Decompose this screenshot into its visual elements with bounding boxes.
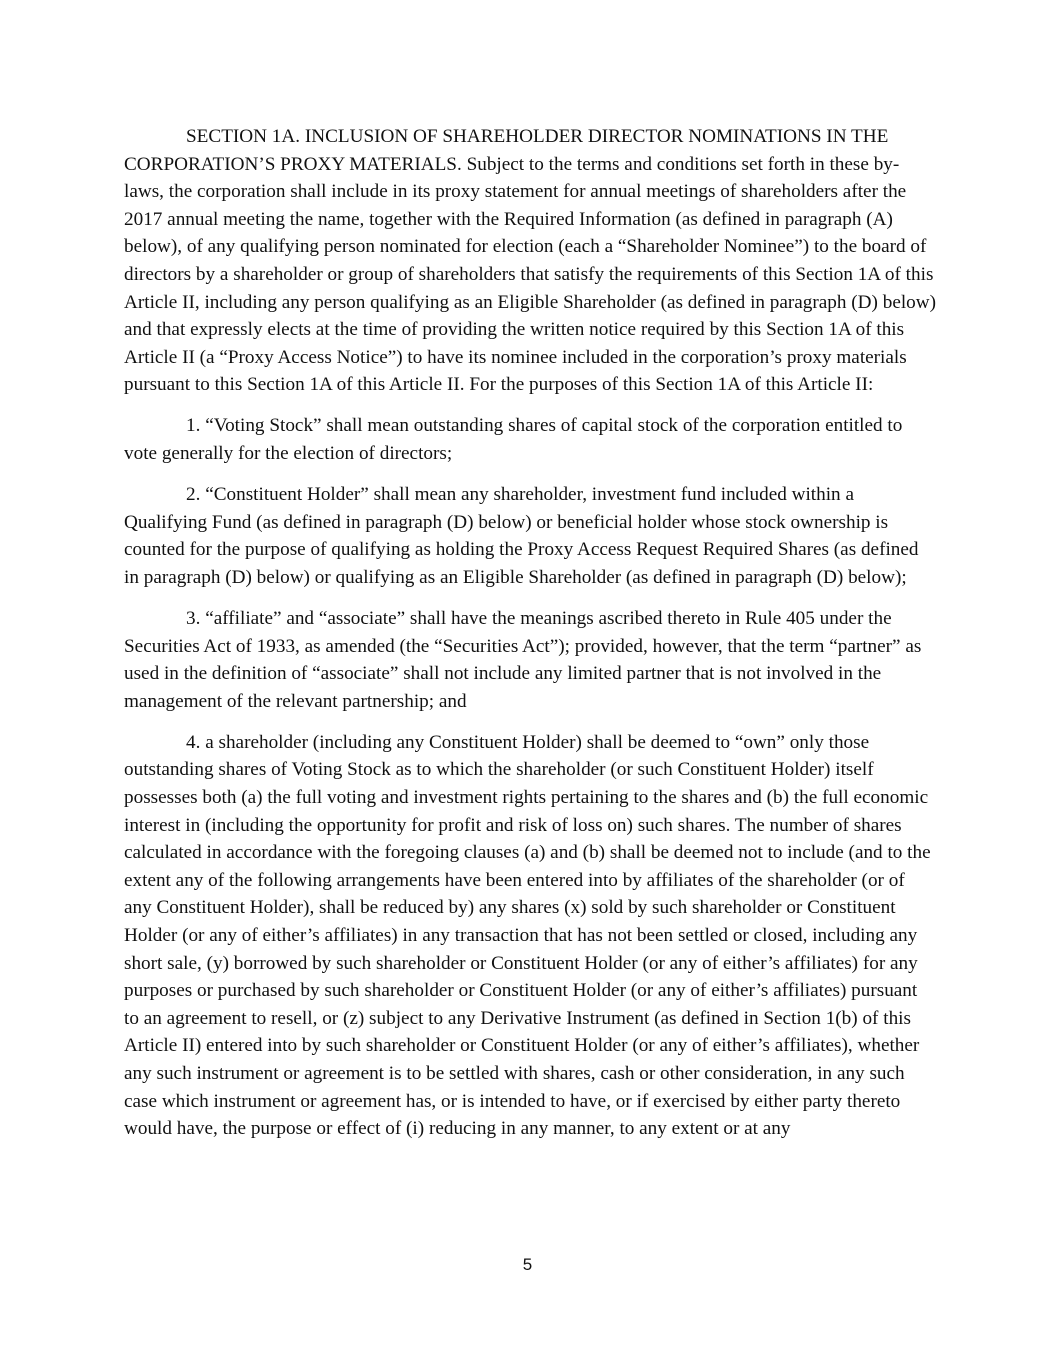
definition-constituent-holder: 2. “Constituent Holder” shall mean any shareholder, investment fund included within a Qualifying Fund (as defined in paragraph (D) below) or beneficial holder whose stock ownership is counted for the purpose of qualifying as holding the Proxy Access Request Required Shares (as defined in paragraph (D) below) or qualifying as an Eligible Shareholder (as defined in paragraph (D) below); xyxy=(124,484,919,588)
definition-affiliate-associate: 3. “affiliate” and “associate” shall have the meanings ascribed thereto in Rule 405 under the Securities Act of 1933, as amended (the “Securities Act”); provided, however, that the term “partner” as used in the definition of “associate” shall not include any limited partner that is not involved in the management of the relevant partnership; and xyxy=(124,608,922,712)
document-body xyxy=(124,123,936,1156)
page-number: 5 xyxy=(522,1255,533,1274)
section-1a-intro-paragraph: SECTION 1A. INCLUSION OF SHAREHOLDER DIRECTOR NOMINATIONS IN THE CORPORATION’S PROXY MATERIALS. Subject to the terms and conditions set forth in these by-laws, the corporation shall include in its proxy statement for annual meetings of shareholders after the 2017 annual meeting the name, together with the Required Information (as defined in paragraph (A) below), of any qualifying person nominated for election (each a “Shareholder Nominee”) to the board of directors by a shareholder or group of shareholders that satisfy the requirements of this Section 1A of this Article II, including any person qualifying as an Eligible Shareholder (as defined in paragraph (D) below) and that expressly elects at the time of providing the written notice required by this Section 1A of this Article II (a “Proxy Access Notice”) to have its nominee included in the corporation’s proxy materials pursuant to this Section 1A of this Article II. For the purposes of this Section 1A of this Article II: xyxy=(124,126,937,396)
definition-own: 4. a shareholder (including any Constituent Holder) shall be deemed to “own” only those outstanding shares of Voting Stock as to which the shareholder (or such Constituent Holder) itself possesses both (a) the full voting and investment rights pertaining to the shares and (b) the full economic interest in (including the opportunity for profit and risk of loss on) such shares. The number of shares calculated in accordance with the foregoing clauses (a) and (b) shall be deemed not to include (and to the extent any of the following arrangements have been entered into by affiliates of the shareholder (or of any Constituent Holder), shall be reduced by) any shares (x) sold by such shareholder or Constituent Holder (or any of either’s affiliates) in any transaction that has not been settled or closed, including any short sale, (y) borrowed by such shareholder or Constituent Holder (or any of either’s affiliates) for any purposes or purchased by such shareholder or Constituent Holder (or any of either’s affiliates) pursuant to an agreement to resell, or (z) subject to any Derivative Instrument (as defined in Section 1(b) of this Article II) entered into by such shareholder or Constituent Holder (or any of either’s affiliates), whether any such instrument or agreement is to be settled with shares, cash or other consideration, in any such case which instrument or agreement has, or is intended to have, or if exercised by either party thereto would have, the purpose or effect of (i) reducing in any manner, to any extent or at any xyxy=(124,731,931,1140)
definition-voting-stock: 1. “Voting Stock” shall mean outstanding shares of capital stock of the corporation entitled to vote generally for the election of directors; xyxy=(124,415,903,465)
